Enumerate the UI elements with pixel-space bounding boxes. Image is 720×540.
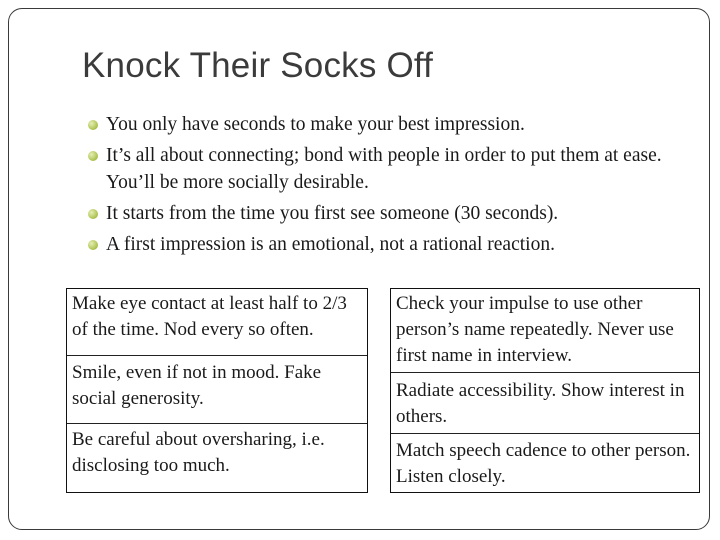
bullet-item [88, 111, 698, 138]
bullet-dot-icon [88, 240, 98, 250]
row-divider [67, 423, 367, 424]
bullet-text: It starts from the time you first see someone (30 seconds). [106, 203, 559, 224]
row-divider [391, 433, 699, 434]
left-tip-cell: Be careful about oversharing, i.e. disclosing too much. [72, 429, 325, 476]
bullet-list [88, 111, 698, 262]
bullet-dot-icon [88, 151, 98, 161]
bullet-item [88, 200, 698, 227]
left-tip-cell: Make eye contact at least half to 2/3 of the time. Nod every so often. [72, 293, 347, 340]
row-divider [391, 372, 699, 373]
right-tip-cell: Check your impulse to use other person’s name repeatedly. Never use first name in interview. [396, 293, 674, 366]
bullet-text: You only have seconds to make your best impression. [106, 114, 525, 135]
slide-title: Knock Their Socks Off [82, 46, 434, 85]
bullet-dot-icon [88, 209, 98, 219]
left-tips-table [66, 288, 368, 493]
bullet-item [88, 142, 698, 196]
right-tip-cell: Radiate accessibility. Show interest in others. [396, 380, 685, 427]
right-tip-cell: Match speech cadence to other person. Listen closely. [396, 440, 691, 487]
left-tip-cell: Smile, even if not in mood. Fake social generosity. [72, 362, 322, 409]
right-tips-table [390, 288, 700, 493]
row-divider [67, 355, 367, 356]
bullet-text: It’s all about connecting; bond with people in order to put them at ease. You’ll be more socially desirable. [106, 145, 662, 193]
bullet-text: A first impression is an emotional, not a rational reaction. [106, 234, 555, 255]
bullet-item [88, 231, 698, 258]
bullet-dot-icon [88, 120, 98, 130]
